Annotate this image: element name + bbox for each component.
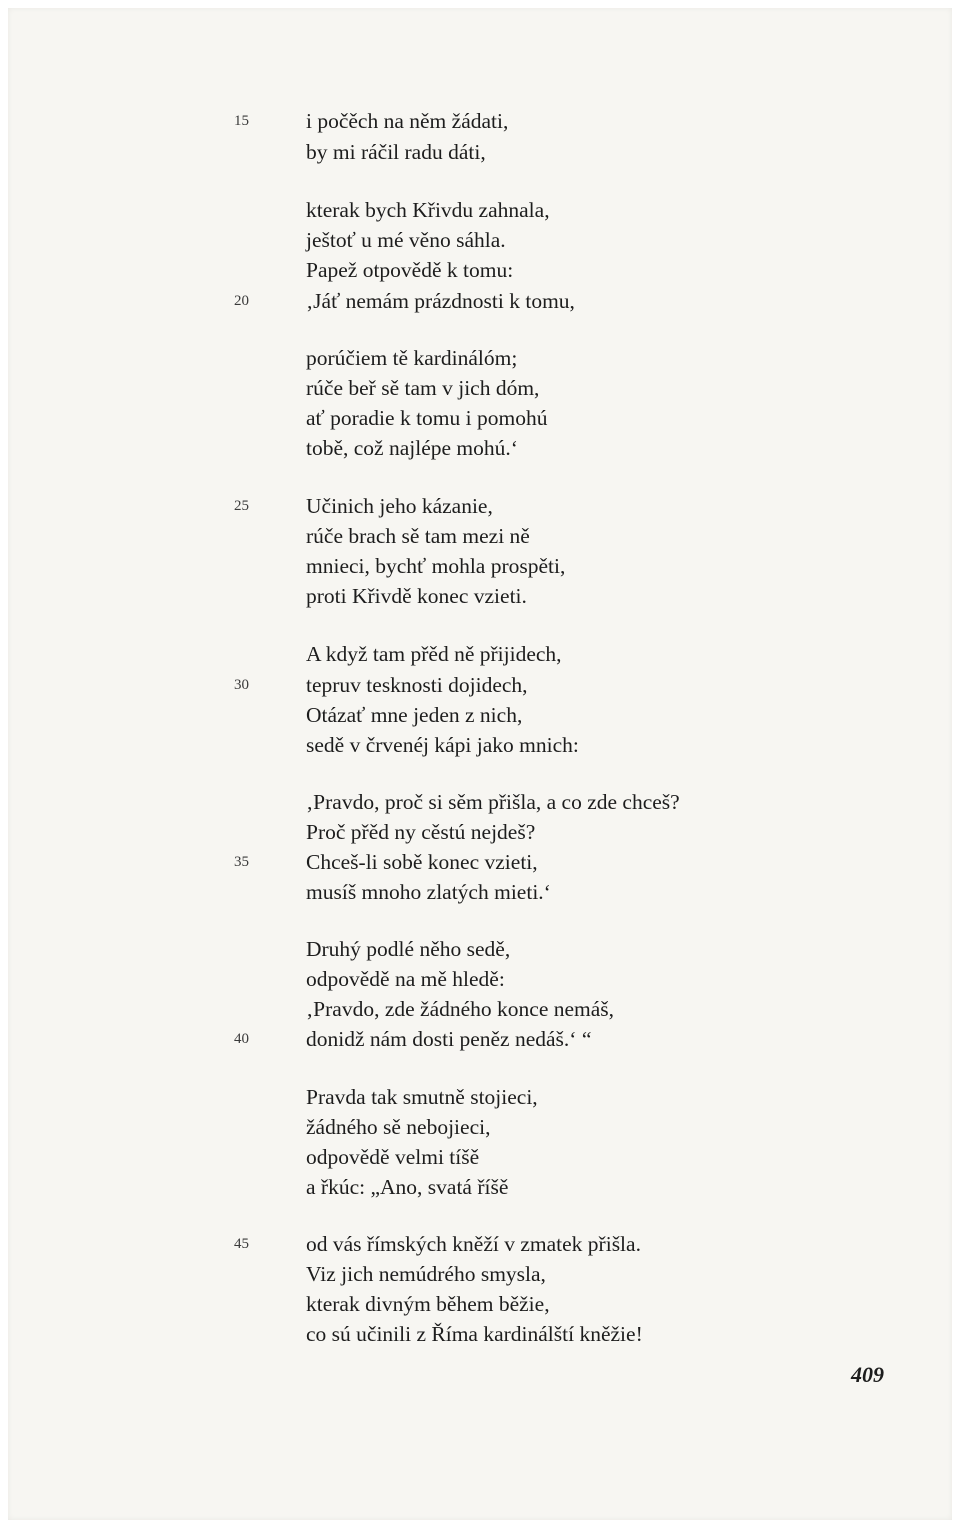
verse-line: sedě v črvenéj kápi jako mnich:: [306, 733, 579, 757]
verse-line: ‚Pravdo, zde žádného konce nemáš,: [306, 997, 615, 1021]
verse-line: i počěch na něm žádati,: [306, 109, 509, 133]
verse-line: Papež otpovědě k tomu:: [306, 258, 514, 282]
verse-line: co sú učinili z Říma kardinálští kněžie!: [306, 1322, 643, 1346]
verse-line: a řkúc: „Ano, svatá říšě: [306, 1175, 509, 1199]
verse-line: odpovědě na mě hledě:: [306, 967, 505, 991]
line-number: 35: [234, 854, 249, 870]
verse-line: Pravda tak smutně stojieci,: [306, 1085, 538, 1109]
verse-line: ještoť u mé věno sáhla.: [306, 228, 506, 252]
verse-line: ‚Pravdo, proč si sěm přišla, a co zde chceš?: [306, 790, 680, 814]
verse-line: Otázať mne jeden z nich,: [306, 703, 523, 727]
book-page: [8, 8, 952, 1520]
verse-line: Chceš-li sobě konec vzieti,: [306, 850, 538, 874]
verse-line: mnieci, bychť mohla prospěti,: [306, 554, 566, 578]
verse-line: Viz jich nemúdrého smysla,: [306, 1262, 546, 1286]
verse-line: odpovědě velmi tíšě: [306, 1145, 480, 1169]
line-number: 30: [234, 677, 249, 693]
verse-line: Proč přěd ny cěstú nejdeš?: [306, 820, 536, 844]
verse-line: od vás římských kněží v zmatek přišla.: [306, 1232, 641, 1256]
line-number: 25: [234, 498, 249, 514]
line-number: 15: [234, 113, 249, 129]
verse-line: proti Křivdě konec vzieti.: [306, 584, 527, 608]
verse-line: ‚Jáť nemám prázdnosti k tomu,: [306, 289, 575, 313]
verse-line: A když tam přěd ně přijidech,: [306, 642, 562, 666]
verse-line: kterak bych Křivdu zahnala,: [306, 198, 550, 222]
verse-line: tepruv tesknosti dojidech,: [306, 673, 528, 697]
verse-line: by mi ráčil radu dáti,: [306, 140, 486, 164]
verse-line: kterak divným během běžie,: [306, 1292, 550, 1316]
line-number: 20: [234, 293, 249, 309]
verse-line: musíš mnoho zlatých mieti.‘: [306, 880, 551, 904]
verse-line: Učinich jeho kázanie,: [306, 494, 493, 518]
poem-text: [8, 8, 952, 1520]
verse-line: rúče beř sě tam v jich dóm,: [306, 376, 540, 400]
verse-line: porúčiem tě kardinálóm;: [306, 346, 518, 370]
line-number: 45: [234, 1236, 249, 1252]
page-number: 409: [851, 1362, 884, 1387]
verse-line: tobě, což najlépe mohú.‘: [306, 436, 518, 460]
verse-line: ať poradie k tomu i pomohú: [306, 406, 548, 430]
verse-line: rúče brach sě tam mezi ně: [306, 524, 530, 548]
verse-line: žádného sě nebojieci,: [306, 1115, 491, 1139]
verse-line: donidž nám dosti peněz nedáš.‘ “: [306, 1027, 592, 1051]
line-number: 40: [234, 1031, 249, 1047]
verse-line: Druhý podlé něho sedě,: [306, 937, 511, 961]
